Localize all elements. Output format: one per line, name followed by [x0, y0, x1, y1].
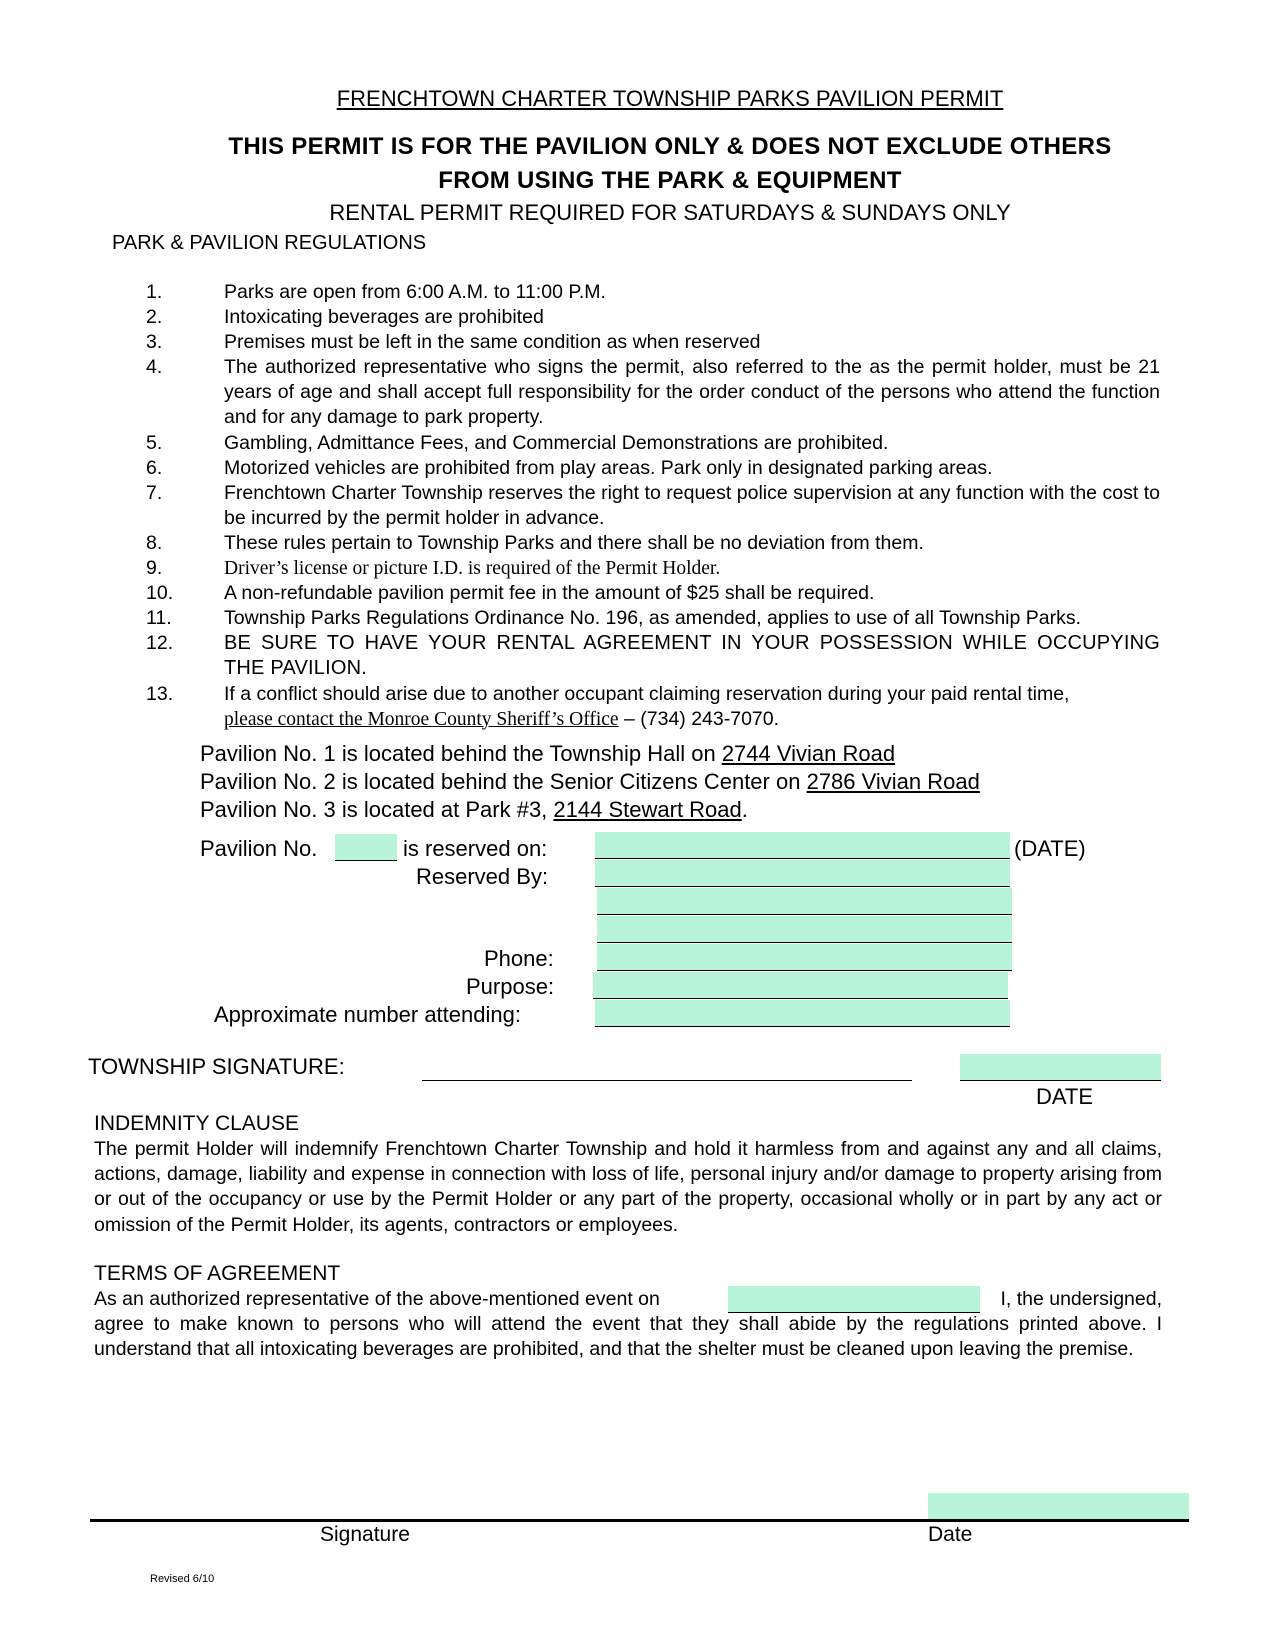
item-text: Gambling, Admittance Fees, and Commercial Demonstrations are prohibited. [224, 431, 889, 454]
list-item [146, 481, 1160, 531]
item-number: 5. [146, 431, 163, 454]
location-text: Pavilion No. 2 is located behind the Senior Citizens Center on [200, 769, 807, 794]
township-date-field[interactable] [960, 1054, 1161, 1081]
purpose-field[interactable] [593, 972, 1008, 999]
phone-label: Phone: [484, 946, 554, 971]
location-line [200, 768, 980, 796]
regulations-heading: PARK & PAVILION REGULATIONS [112, 232, 427, 254]
list-item [146, 531, 1160, 556]
location-text: Pavilion No. 1 is located behind the Township Hall on [200, 741, 722, 766]
reserved-on-label: is reserved on: [403, 836, 548, 861]
list-item [146, 330, 1160, 355]
list-item [146, 556, 1160, 581]
revised-note: Revised 6/10 [150, 1573, 215, 1585]
list-item [146, 682, 1160, 732]
item-text: These rules pertain to Township Parks and there shall be no deviation from them. [224, 531, 924, 554]
item-text: BE SURE TO HAVE YOUR RENTAL AGREEMENT IN YOUR POSSESSION WHILE OCCUPYING THE PAVILION. [224, 632, 1160, 680]
pavilion-number-field[interactable] [335, 834, 397, 861]
item-number: 3. [146, 331, 163, 354]
item-text: Parks are open from 6:00 A.M. to 11:00 P.M. [224, 281, 606, 303]
reservation-date-field[interactable] [595, 832, 1010, 859]
item-number: 9. [146, 557, 163, 580]
terms-text-before: As an authorized representative of the above-mentioned event on [94, 1288, 660, 1310]
weekend-permit-subtitle: RENTAL PERMIT REQUIRED FOR SATURDAYS & SUNDAYS ONLY [329, 200, 1011, 225]
item-number: 4. [146, 356, 163, 379]
item-text: Driver’s license or picture I.D. is required of the Permit Holder. [224, 558, 721, 580]
township-signature-label: TOWNSHIP SIGNATURE: [88, 1054, 345, 1079]
address-line-2-field[interactable] [597, 916, 1012, 943]
address-line-1-field[interactable] [597, 888, 1012, 915]
reserved-by-label: Reserved By: [416, 864, 549, 889]
item-text: If a conflict should arise due to another occupant claiming reservation during your paid rental time, [224, 682, 1070, 705]
location-text: Pavilion No. 3 is located at Park #3, [200, 797, 554, 822]
list-item [146, 606, 1160, 631]
indemnity-text: The permit Holder will indemnify Frenchtown Charter Township and hold it harmless from and against any and all claims, actions, damage, liability and expense in connection with loss of life, personal injury and/or damage to property arising from or out of the occupancy or use by the Permit Holder or any part of the property, occasional wholly or in part by any act or omission of the Permit Holder, its agents, contractors or employees. [94, 1138, 1162, 1236]
attending-label: Approximate number attending: [214, 1002, 521, 1027]
location-address: 2144 Stewart Road [553, 797, 742, 822]
item-number: 12. [146, 632, 174, 655]
signature-date-field[interactable] [928, 1493, 1189, 1519]
item-number: 11. [146, 607, 172, 630]
location-address: 2786 Vivian Road [806, 769, 980, 794]
pavilion-locations [200, 740, 980, 824]
signature-line[interactable] [90, 1519, 1189, 1522]
notice-line-2: FROM USING THE PARK & EQUIPMENT [438, 167, 902, 194]
item-number: 13. [146, 682, 174, 705]
list-item [146, 305, 1160, 330]
item-text: Motorized vehicles are prohibited from play areas. Park only in designated parking areas. [224, 456, 993, 479]
item-number: 6. [146, 456, 163, 479]
item-text: The authorized representative who signs the permit, also referred to the as the permit holder, must be 21 years of age and shall accept full responsibility for the order conduct of the persons who attend the function and for any damage to park property. [224, 356, 1160, 429]
terms-text: agree to make known to persons who will attend the event that they shall abide by the regulations printed above. I understand that all intoxicating beverages are prohibited, and that the shelter must be cleaned upon leaving the premise. [94, 1313, 1162, 1361]
pavilion-only-notice [0, 130, 1275, 198]
item-text: Intoxicating beverages are prohibited [224, 306, 544, 329]
list-item [146, 280, 1160, 305]
item-number: 7. [146, 481, 163, 504]
reserved-by-field[interactable] [595, 860, 1010, 887]
date-label: (DATE) [1014, 836, 1086, 861]
pavilion-number-label: Pavilion No. [200, 836, 318, 861]
sheriff-office-link[interactable]: please contact the Monroe County Sheriff’s Office [224, 708, 619, 730]
document-title: FRENCHTOWN CHARTER TOWNSHIP PARKS PAVILION PERMIT [336, 86, 1004, 111]
item-number: 10. [146, 582, 174, 605]
notice-line-1: THIS PERMIT IS FOR THE PAVILION ONLY & DOES NOT EXCLUDE OTHERS [228, 133, 1112, 160]
item-text: Frenchtown Charter Township reserves the right to request police supervision at any function with the cost to be incurred by the permit holder in advance. [224, 481, 1160, 529]
list-item [146, 631, 1160, 681]
attending-count-field[interactable] [595, 1000, 1010, 1027]
location-line [200, 740, 980, 768]
list-item [146, 431, 1160, 456]
terms-first-line-end: I, the undersigned, [1000, 1288, 1162, 1310]
location-suffix: . [741, 797, 748, 822]
regulations-list [146, 280, 1160, 732]
location-address: 2744 Vivian Road [721, 741, 896, 766]
location-line [200, 796, 980, 824]
item-number: 1. [146, 281, 163, 303]
list-item [146, 355, 1160, 430]
township-signature-line[interactable] [422, 1060, 912, 1081]
signature-label: Signature [320, 1523, 410, 1546]
list-item [146, 456, 1160, 481]
item-text: A non-refundable pavilion permit fee in the amount of $25 shall be required. [224, 582, 875, 605]
list-item [146, 581, 1160, 606]
footer-date-label: Date [928, 1523, 973, 1546]
township-date-label: DATE [1036, 1084, 1094, 1109]
terms-heading: TERMS OF AGREEMENT [94, 1262, 341, 1285]
phone-field[interactable] [597, 944, 1012, 971]
item-number: 2. [146, 306, 163, 329]
indemnity-heading: INDEMNITY CLAUSE [94, 1112, 299, 1135]
item-text: Township Parks Regulations Ordinance No. 196, as amended, applies to use of all Township Parks. [224, 607, 1082, 630]
sheriff-phone: – (734) 243-7070. [618, 707, 780, 730]
item-text: Premises must be left in the same condition as when reserved [224, 331, 761, 354]
item-number: 8. [146, 531, 163, 554]
purpose-label: Purpose: [466, 974, 555, 999]
